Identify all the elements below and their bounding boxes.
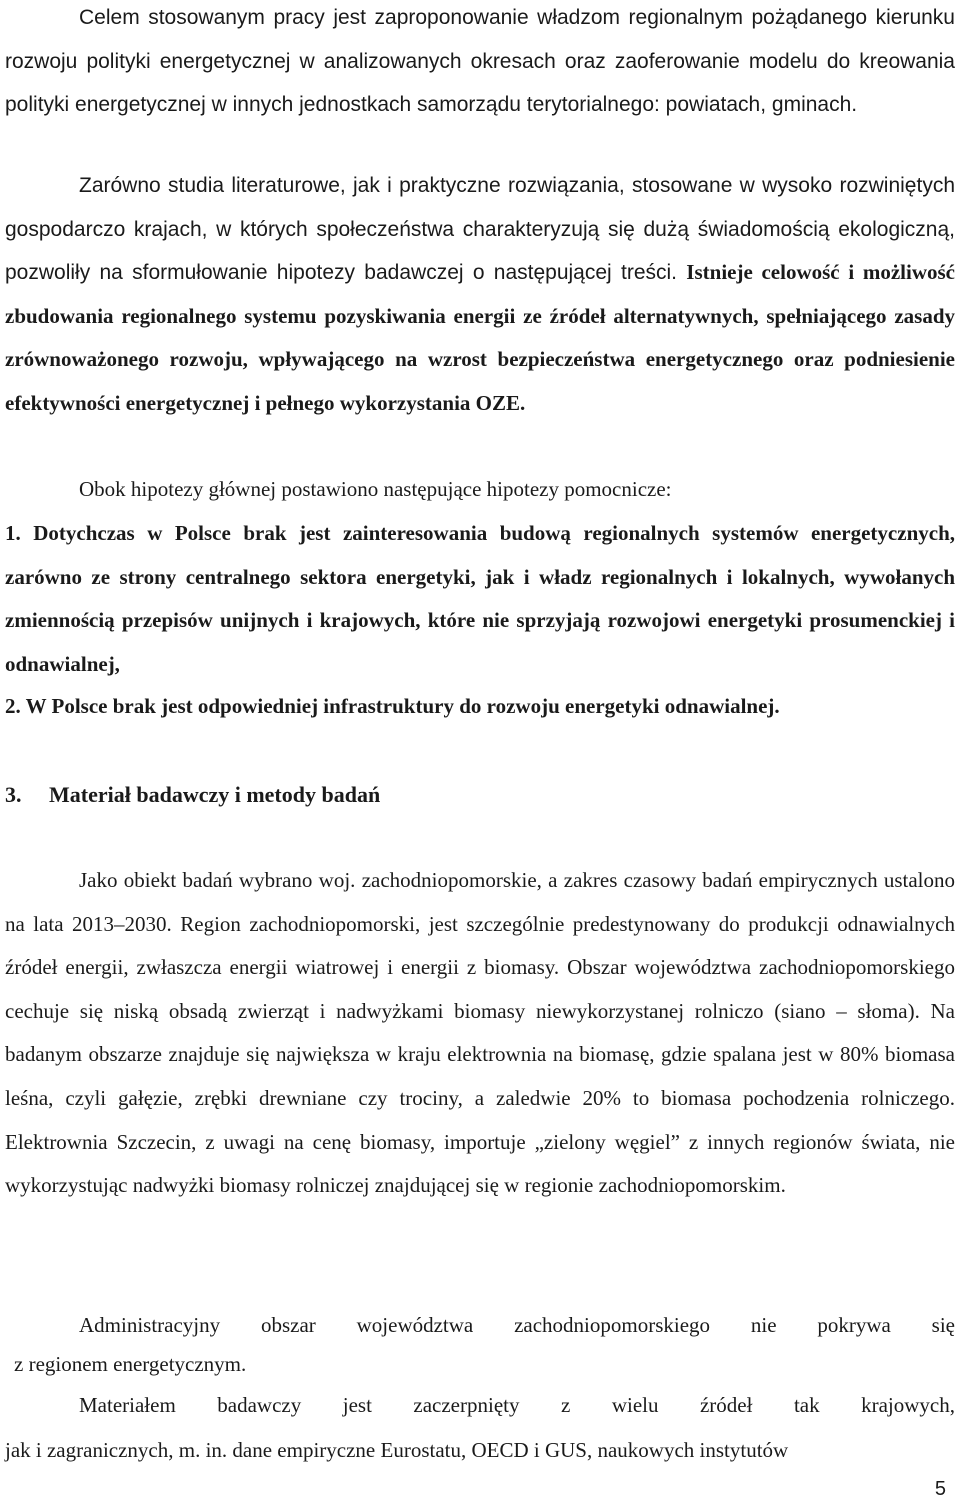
paragraph-hypothesis — [5, 164, 955, 426]
section-heading — [5, 782, 380, 808]
paragraph-administrative-line2: z regionem energetycznym. — [14, 1352, 247, 1376]
section-title: Materiał badawczy i metody badań — [49, 782, 381, 807]
section-number: 3. — [5, 782, 22, 807]
page-number: 5 — [934, 1478, 946, 1500]
main-hypothesis: Istnieje celowość i możliwość zbudowania regionalnego systemu pozyskiwania energii ze źródeł alternatywnych, spełniającego zasady zrównoważonego rozwoju, wpływającego na wzrost bezpieczeństwa energetycznego oraz podniesienie efektywności energetycznej i pełnego wykorzystania OZE. — [5, 260, 955, 415]
hypothesis-intro: Zarówno studia literaturowe, jak i praktyczne rozwiązania, stosowane w wysoko rozwiniętych gospodarczo krajach, w których społeczeństwa charakteryzują się dużą świadomością ekologiczną, pozwoliły na sformułowanie hipotezy badawczej o następującej treści. — [5, 174, 955, 285]
paragraph-research-material: Jako obiekt badań wybrano woj. zachodniopomorskie, a zakres czasowy badań empirycznych ustalono na lata 2013–2030. Region zachodniopomorski, jest szczególnie predestynowany do produkcji odnawialnych źródeł energii, zwłaszcza energii wiatrowej i energii z biomasy. Obszar województwa zachodniopomorskiego cechuje się niską obsadą zwierząt i nadwyżkami biomasy niewykorzystanej rolniczo (siano – słoma). Na badanym obszarze znajduje się największa w kraju elektrownia na biomasę, gdzie spalana jest w 80% biomasa leśna, czyli gałęzie, zrębki drewniane czy trociny, a zaledwie 20% to biomasa pochodzenia rolniczego. Elektrownia Szczecin, z uwagi na cenę biomasy, importuje „zielony węgiel” z innych regionów świata, nie wykorzystując nadwyżki biomasy rolniczej znajdującej się w regionie zachodniopomorskim. — [5, 868, 955, 1198]
paragraph-sources-line1: Materiałem badawczy jest zaczerpnięty z wielu źródeł tak krajowych, — [79, 1393, 955, 1417]
auxiliary-hypothesis-1: 1. Dotychczas w Polsce brak jest zainteresowania budową regionalnych systemów energetycznych, zarówno ze strony centralnego sektora energetyki, jak i władz regionalnych i lokalnych, wywołanych zmiennością przepisów unijnych i krajowych, które nie sprzyjają rozwojowi energetyki prosumenckiej i odnawialnej, — [5, 521, 955, 676]
paragraph-auxiliary-intro: Obok hipotezy głównej postawiono następujące hipotezy pomocnicze: — [79, 477, 672, 501]
paragraph-goal: Celem stosowanym pracy jest zaproponowanie władzom regionalnym pożądanego kierunku rozwoju polityki energetycznej w analizowanych okresach oraz zaoferowanie modelu do kreowania polityki energetycznej w innych jednostkach samorządu terytorialnego: powiatach, gminach. — [5, 6, 955, 117]
paragraph-administrative-line1: Administracyjny obszar województwa zachodniopomorskiego nie pokrywa się — [79, 1313, 955, 1337]
auxiliary-hypothesis-2: 2. W Polsce brak jest odpowiedniej infrastruktury do rozwoju energetyki odnawialnej. — [5, 694, 780, 718]
paragraph-sources-line2: jak i zagranicznych, m. in. dane empiryczne Eurostatu, OECD i GUS, naukowych instytutów — [5, 1438, 789, 1462]
